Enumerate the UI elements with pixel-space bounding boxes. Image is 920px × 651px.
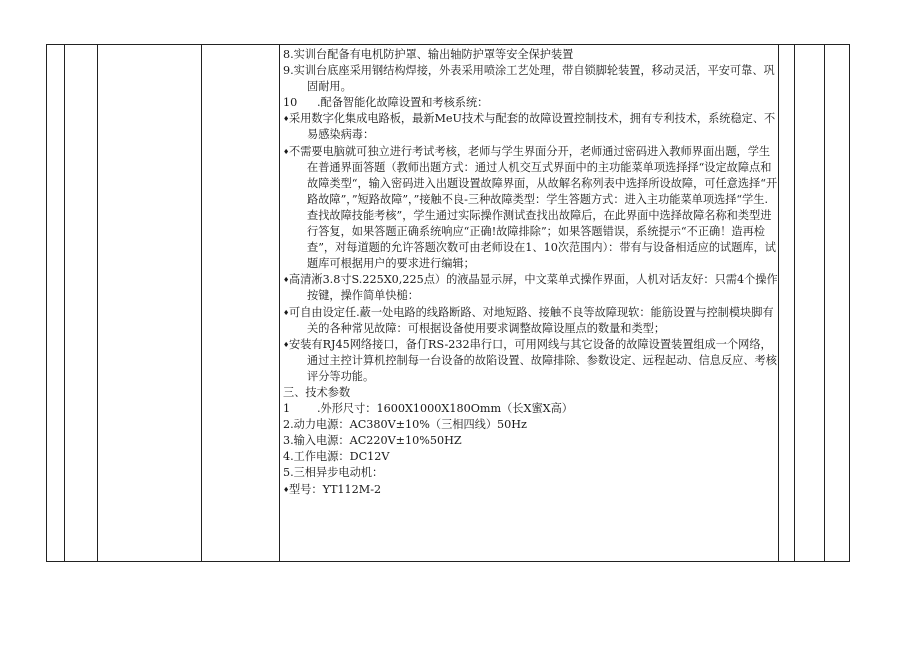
bullet-item [283, 272, 778, 304]
bullet-item [283, 337, 778, 385]
heading-number: 10 [283, 96, 298, 110]
bullet-text: 高清淅3.8寸S.225X0,225点）的液晶显示屏，中文菜单式操作界面，人机对话友好：只需4个操作按键，操作简单快槌： [289, 273, 778, 303]
cell-quantity [795, 45, 825, 562]
cell-item [98, 45, 202, 562]
spec-line [283, 63, 778, 95]
line-text: 9.实训台底座采用钢结构焊接，外表采用喷涂工艺处理，带自锁脚轮装置，移动灵活，平安可靠、巩固耐用。 [283, 64, 775, 94]
cell-unit [779, 45, 795, 562]
bullet-text: 采用数字化集成电路板，最新MeU技术与配套的故障设置控制技术，拥有专利技术，系统稳定、不易感染病毒： [289, 112, 776, 142]
spec-line [283, 449, 778, 465]
spec-line [283, 417, 778, 433]
line-text: 2.动力电源：AC380V±10%（三相四线）50Hz [283, 418, 527, 432]
bullet-item [283, 111, 778, 143]
bullet-item [283, 305, 778, 337]
cell-index [47, 45, 65, 562]
bullet-text: 不需要电脑就可独立进行考试考核，老师与学生界面分开，老师通过密码进入教师界面出题，学生在普通界面答题（教师出题方式：通过人机交互式界面中的主功能菜单项选择择“设定故障点和故障类型“，输入密码进入出题设置故障界面，从故解名称列表中选择所设故障，可任意选择“开路故障”，”短路故障”，”接触不良-三种故障类型：学生答题方式：进入主功能菜单项选择“学生.查找故障技能考核”，学生通过实际操作测试查找出故障后，在此界面中选择故障名称和类型进行答复，如果答题正确系统响应“正确!故障排除”；如果答题错误，系统提示“不正确！造再检查”，对每道题的允许答题次数可由老师设在1、10次范围内）：带有与设备相适应的试题库，试题库可根据用户的要求进行编辑； [289, 144, 778, 271]
bullet-item [283, 482, 778, 498]
bullet-text: 安装有RJ45网络接口，备仃RS-232串行口，可用网线与其它设备的故障设置装置组成一个网络，通过主控计算机控制每一台设备的故陷设置、故障排除、参数设定、远程起动、信息反应、考核评分等功能。 [289, 337, 777, 383]
line-text: 4.工作电源：DC12V [283, 450, 390, 464]
cell-model [202, 45, 280, 562]
heading-number: 1 [283, 402, 291, 416]
bullet-item [283, 144, 778, 273]
cell-specification [280, 45, 779, 562]
line-text: 3.输入电源：AC220V±10%50HZ [283, 434, 462, 448]
heading-text: .外形尺寸：1600X1000X180Omm（长X蜜X高） [317, 402, 573, 416]
numbered-heading [283, 401, 778, 417]
spec-line [283, 47, 778, 63]
heading-text: .配备智能化故障设置和考核系统： [317, 96, 489, 110]
bullet-text: 型号：YT112M-2 [289, 482, 382, 496]
spec-line [283, 465, 778, 481]
cell-remark [825, 45, 850, 562]
line-text: 5.三相异步电动机： [283, 466, 384, 480]
cell-name [65, 45, 98, 562]
bullet-text: 可自由设定任.蔽一处电路的线路断路、对地短路、接触不良等故障现软：能筋设置与控制模块脚有关的各种常见故障：可根据设备使用要求调整故障设厘点的数量和类型； [289, 305, 774, 335]
table-row [47, 45, 850, 562]
numbered-heading [283, 95, 778, 111]
specification-content [280, 45, 778, 498]
spec-line [283, 433, 778, 449]
spec-line [283, 385, 778, 401]
line-text: 8.实训台配备有电机防护罩、输出轴防护罩等安全保护装置 [283, 48, 574, 61]
spec-table [46, 44, 850, 562]
line-text: 三、技术参数 [283, 385, 351, 399]
